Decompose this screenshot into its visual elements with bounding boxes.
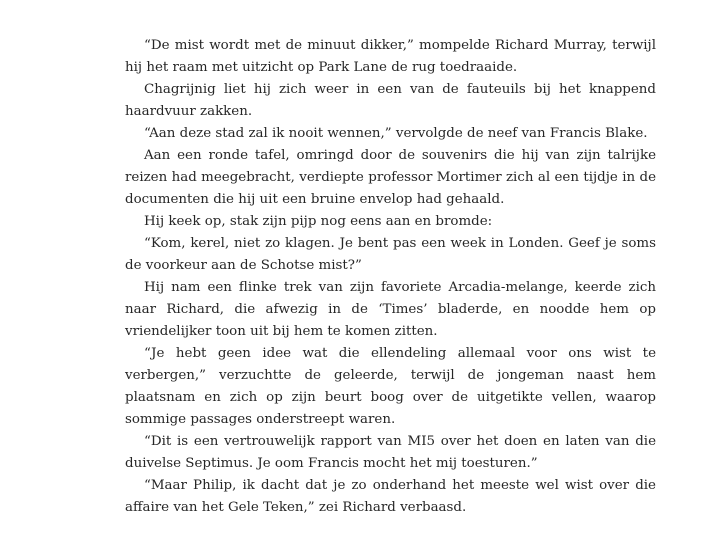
paragraph-6: “Kom, kerel, niet zo klagen. Je bent pas een week in Londen. Geef je soms de voorkeur aan de Schotse mist?” [125,236,656,273]
paragraph-10: “Maar Philip, ik dacht dat je zo onderhand het meeste wel wist over die affaire van het Gele Teken,” zei Richard verbaasd. [125,478,656,515]
paragraph-7: Hij nam een flinke trek van zijn favoriete Arcadia-melange, keerde zich naar Richard, die afwezig in de ‘Times’ bladerde, en noodde hem op vriendelijker toon uit bij hem te komen zitten. [125,280,656,339]
paragraph-1: “De mist wordt met de minuut dikker,” mompelde Richard Murray, terwijl hij het raam met uitzicht op Park Lane de rug toedraaide. [125,38,656,75]
paragraph-3: “Aan deze stad zal ik nooit wennen,” vervolgde de neef van Francis Blake. [144,126,648,141]
paragraph-2: Chagrijnig liet hij zich weer in een van de fauteuils bij het knappend haardvuur zakken. [125,82,656,119]
paragraph-4: Aan een ronde tafel, omringd door de souvenirs die hij van zijn talrijke reizen had meegebracht, verdiepte professor Mortimer zich al een tijdje in de documenten die hij uit een bruine envelop had gehaald. [125,148,656,207]
book-page-text [125,35,656,519]
paragraph-9: “Dit is een vertrouwelijk rapport van MI5 over het doen en laten van die duivelse Septimus. Je oom Francis mocht het mij toesturen.” [125,434,656,471]
paragraph-5: Hij keek op, stak zijn pijp nog eens aan en bromde: [144,214,493,229]
paragraph-8: “Je hebt geen idee wat die ellendeling allemaal voor ons wist te verbergen,” verzuchtte de geleerde, terwijl de jongeman naast hem plaatsnam en zich op zijn beurt boog over de uitgetikte vellen, waarop sommige passages onderstreept waren. [125,346,656,427]
